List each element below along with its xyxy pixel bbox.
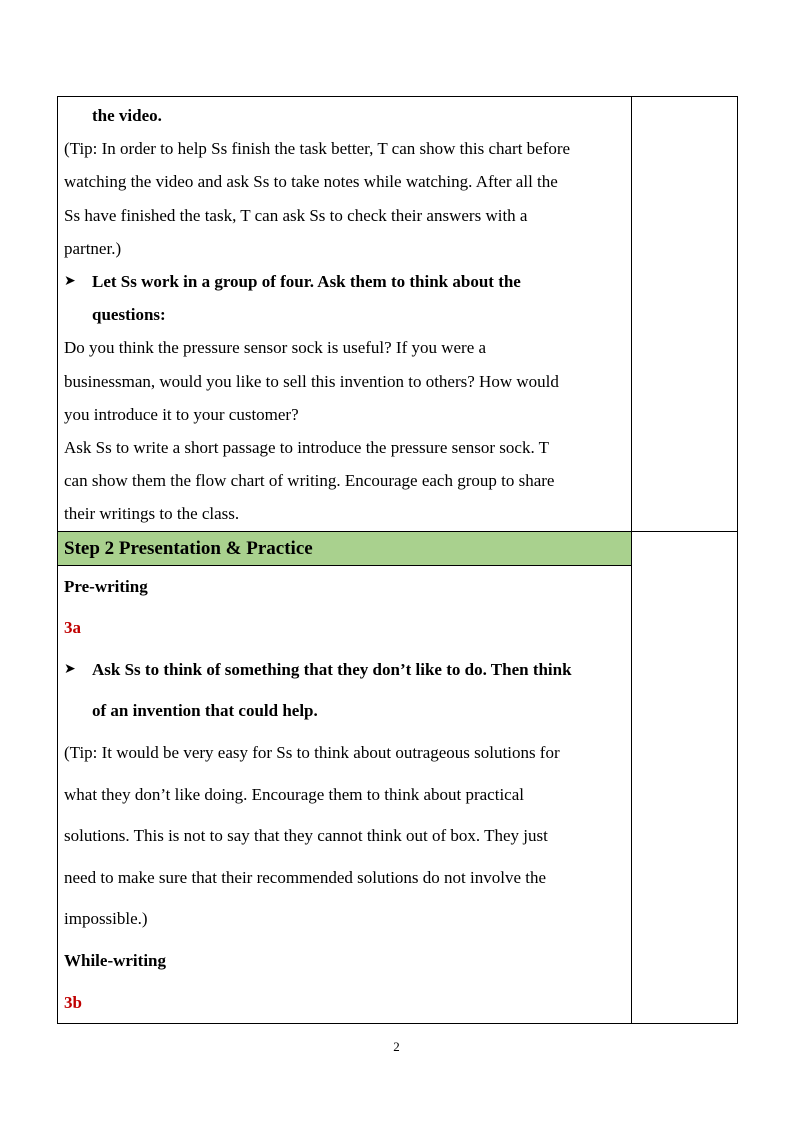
step2-main-cell <box>58 565 632 1024</box>
instruction-line: Ask Ss to think of something that they don’t like to do. Then think <box>92 659 572 679</box>
question-line: you introduce it to your customer? <box>64 404 299 424</box>
section1-row <box>58 97 738 532</box>
tip-line: (Tip: In order to help Ss finish the task better, T can show this chart before <box>64 139 571 159</box>
section1-main-cell <box>58 97 632 532</box>
step2-header-row <box>58 531 738 565</box>
while-writing-label: While-writing <box>64 950 166 970</box>
tip-line: partner.) <box>64 238 122 258</box>
instruction-line: questions: <box>92 305 166 325</box>
step2-header-cell <box>58 531 632 565</box>
step2-header-side-cell <box>631 531 737 1024</box>
instruction-line: Let Ss work in a group of four. Ask them to think about the <box>92 272 521 292</box>
pre-writing-label: Pre-writing <box>64 576 148 596</box>
writing-task-line: their writings to the class. <box>64 504 240 524</box>
video-line: the video. <box>92 106 162 125</box>
tip-line: (Tip: It would be very easy for Ss to think about outrageous solutions for <box>64 743 560 763</box>
invention-instruction <box>64 649 625 691</box>
question-line: Do you think the pressure sensor sock is useful? If you were a <box>64 338 487 358</box>
writing-task-line: can show them the flow chart of writing. Encourage each group to share <box>64 471 555 491</box>
page-number: 2 <box>393 1039 400 1054</box>
step-title: Step 2 Presentation & Practice <box>64 537 313 559</box>
tip-line: impossible.) <box>64 909 148 929</box>
lesson-plan-table <box>57 96 738 1024</box>
question-line: businessman, would you like to sell this invention to others? How would <box>64 371 559 391</box>
writing-task-line: Ask Ss to write a short passage to introduce the pressure sensor sock. T <box>64 438 550 458</box>
activity-label-3b: 3b <box>64 992 82 1012</box>
tip-line: Ss have finished the task, T can ask Ss to check their answers with a <box>64 205 528 225</box>
activity-label-3a: 3a <box>64 618 81 638</box>
tip-line: solutions. This is not to say that they cannot think out of box. They just <box>64 826 548 846</box>
tip-line: what they don’t like doing. Encourage them to think about practical <box>64 784 524 804</box>
arrow-bullet-icon: ➤ <box>64 661 76 677</box>
tip-line: need to make sure that their recommended solutions do not involve the <box>64 867 547 887</box>
instruction-line: of an invention that could help. <box>92 701 318 721</box>
section1-side-cell <box>631 97 737 532</box>
arrow-bullet-icon: ➤ <box>64 274 76 290</box>
tip-line: watching the video and ask Ss to take notes while watching. After all the <box>64 172 558 192</box>
group-work-instruction <box>64 265 625 298</box>
